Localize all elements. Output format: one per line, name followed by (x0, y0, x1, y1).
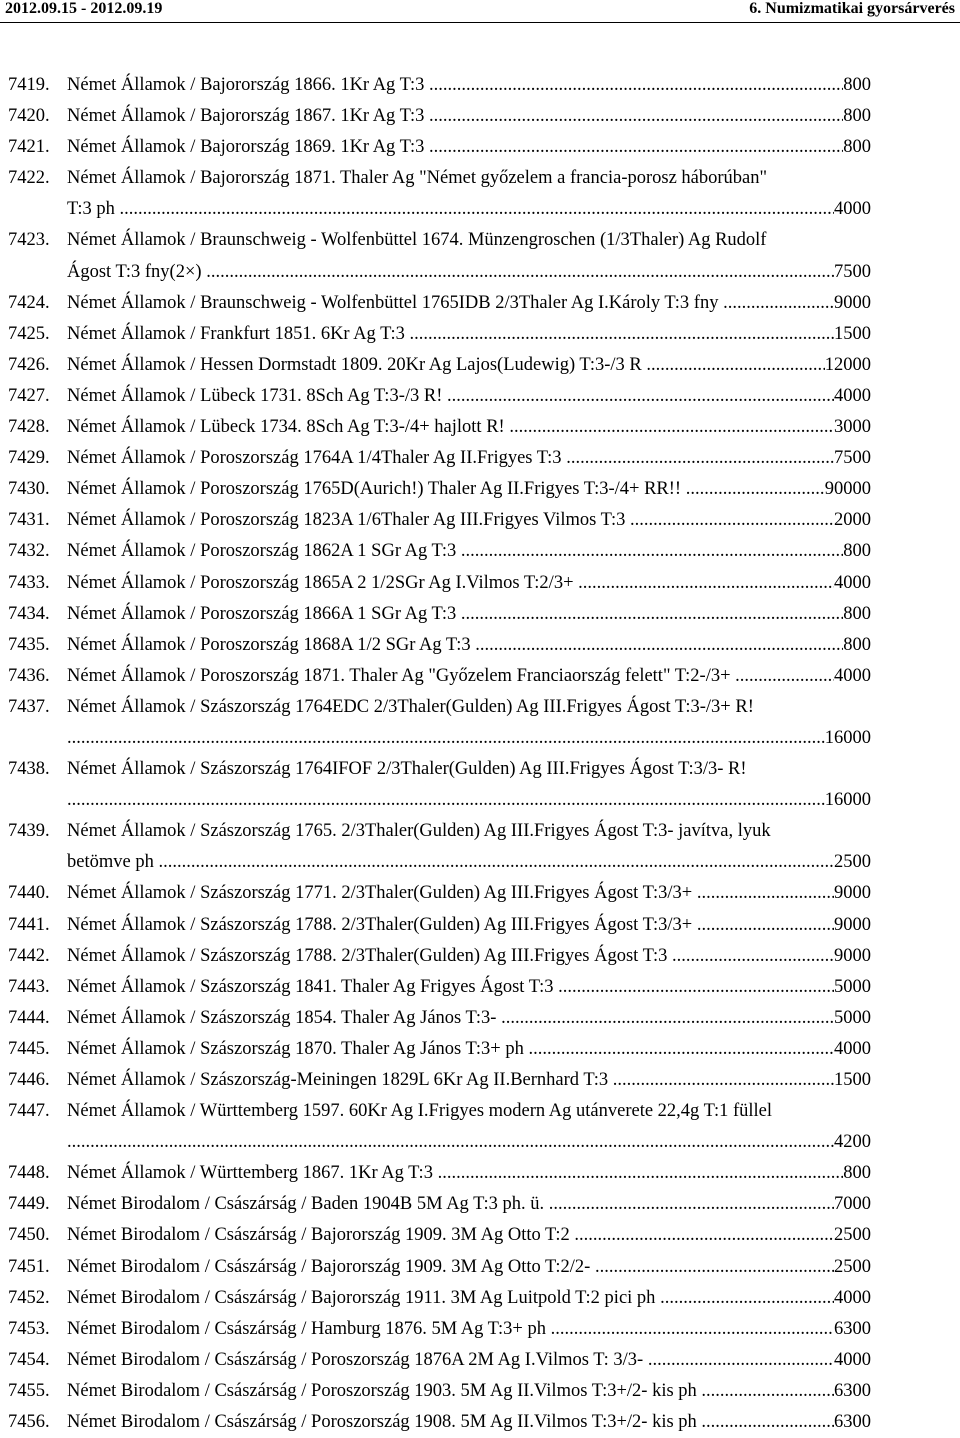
lot-item (0, 754, 960, 816)
lot-description: Német Birodalom / Császárság / Poroszország 1908. 5M Ag II.Vilmos T:3+/2- kis ph (67, 1412, 702, 1433)
lot-description: Német Államok / Poroszország 1865A 2 1/2SGr Ag I.Vilmos T:2/3+ (67, 572, 579, 593)
lot-starting-price: 7500 (834, 261, 871, 282)
lot-number: 7454. (8, 1349, 50, 1370)
lot-description: betömve ph (67, 852, 159, 873)
dot-leader (686, 474, 825, 505)
lot-number: 7437. (8, 696, 50, 717)
lot-item (0, 225, 960, 287)
lot-starting-price: 9000 (834, 945, 871, 966)
lot-item (0, 474, 960, 505)
dot-leader (438, 1158, 844, 1189)
lot-number: 7423. (8, 230, 50, 251)
lot-starting-price: 800 (843, 603, 871, 624)
lot-item (0, 1220, 960, 1251)
lot-item (0, 1034, 960, 1065)
lot-description: Német Államok / Bajorország 1867. 1Kr Ag T:3 (67, 106, 429, 127)
lot-starting-price: 2500 (834, 1256, 871, 1277)
lot-starting-price: 4000 (834, 385, 871, 406)
lot-number: 7446. (8, 1070, 50, 1090)
lot-description: Német Államok / Hessen Dormstadt 1809. 20Kr Ag Lajos(Ludewig) T:3-/3 R (67, 354, 647, 375)
lot-starting-price: 5000 (834, 976, 871, 997)
lot-starting-price: 800 (843, 541, 871, 562)
lot-starting-price: 9000 (834, 292, 871, 313)
lot-number: 7442. (8, 945, 50, 966)
lot-description: Német Államok / Poroszország 1862A 1 SGr Ag T:3 (67, 541, 461, 562)
lot-description-line: Német Államok / Szászország 1764IFOF 2/3Thaler(Gulden) Ag III.Frigyes Ágost T:3/3- R! (67, 759, 747, 780)
auction-title: 6. Numizmatikai gyorsárverés (749, 0, 955, 17)
dot-leader (697, 878, 834, 909)
lot-number: 7455. (8, 1380, 50, 1401)
dot-leader (429, 132, 843, 163)
lot-starting-price: 6300 (834, 1318, 871, 1339)
dot-leader (67, 723, 825, 754)
dot-leader (646, 350, 824, 381)
lot-item (0, 599, 960, 630)
lot-number: 7439. (8, 821, 50, 842)
dot-leader (701, 1407, 834, 1438)
lot-description: Német Birodalom / Császárság / Poroszország 1876A 2M Ag I.Vilmos T: 3/3- (67, 1349, 648, 1370)
lot-item (0, 1189, 960, 1220)
lot-description: Német Államok / Szászország-Meiningen 1829L 6Kr Ag II.Bernhard T:3 (67, 1070, 613, 1090)
page-header (0, 0, 960, 26)
lot-starting-price: 5000 (834, 1007, 871, 1028)
lot-starting-price: 1500 (834, 1070, 871, 1090)
lot-item (0, 1252, 960, 1283)
lot-number: 7441. (8, 914, 50, 935)
dot-leader (648, 1345, 834, 1376)
lot-description: Német Államok / Szászország 1771. 2/3Thaler(Gulden) Ag III.Frigyes Ágost T:3/3+ (67, 883, 697, 904)
lot-description: Ágost T:3 fny(2×) (67, 261, 207, 282)
dot-leader (501, 1003, 834, 1034)
dot-leader (558, 972, 834, 1003)
lot-item (0, 1283, 960, 1314)
lot-number: 7426. (8, 354, 50, 375)
lot-number: 7429. (8, 448, 50, 469)
lot-description: Német Birodalom / Császárság / Bajorország 1911. 3M Ag Luitpold T:2 pici ph (67, 1287, 661, 1308)
dot-leader (67, 785, 825, 816)
lot-description-line: Német Államok / Szászország 1764EDC 2/3Thaler(Gulden) Ag III.Frigyes Ágost T:3-/3+ R! (67, 696, 754, 717)
lot-item (0, 412, 960, 443)
lot-description: Német Birodalom / Császárság / Bajorország 1909. 3M Ag Otto T:2/2- (67, 1256, 595, 1277)
lot-starting-price: 9000 (834, 914, 871, 935)
lot-number: 7436. (8, 665, 50, 686)
lot-item (0, 163, 960, 225)
lot-starting-price: 800 (843, 75, 871, 95)
dot-leader (447, 381, 834, 412)
lot-number: 7431. (8, 510, 50, 531)
lot-item (0, 661, 960, 692)
lot-item (0, 1158, 960, 1189)
dot-leader (595, 1252, 834, 1283)
lot-number: 7452. (8, 1287, 50, 1308)
lot-starting-price: 1500 (834, 323, 871, 344)
dot-leader (509, 412, 834, 443)
lot-description: Német Birodalom / Császárság / Poroszország 1903. 5M Ag II.Vilmos T:3+/2- kis ph (67, 1380, 702, 1401)
lot-number: 7421. (8, 137, 50, 158)
dot-leader (723, 288, 834, 319)
lot-starting-price: 6300 (834, 1412, 871, 1433)
lot-starting-price: 2000 (834, 510, 871, 531)
lot-item (0, 1376, 960, 1407)
lot-description-line: Német Államok / Bajorország 1871. Thaler Ag "Német győzelem a francia-porosz háborúban" (67, 168, 768, 189)
lot-description: Német Államok / Poroszország 1823A 1/6Thaler Ag III.Frigyes Vilmos T:3 (67, 510, 631, 531)
lot-item (0, 505, 960, 536)
lot-item (0, 910, 960, 941)
lot-number: 7453. (8, 1318, 50, 1339)
lot-number: 7451. (8, 1256, 50, 1277)
lot-description: Német Birodalom / Császárság / Hamburg 1876. 5M Ag T:3+ ph (67, 1318, 551, 1339)
lot-number: 7434. (8, 603, 50, 624)
lot-number: 7430. (8, 479, 50, 500)
lot-number: 7438. (8, 759, 50, 780)
lot-starting-price: 800 (843, 106, 871, 127)
lot-item (0, 568, 960, 599)
lot-starting-price: 9000 (834, 883, 871, 904)
lot-description: Német Államok / Württemberg 1867. 1Kr Ag T:3 (67, 1163, 438, 1184)
lot-item (0, 443, 960, 474)
lot-starting-price: 800 (843, 137, 871, 158)
dot-leader (578, 568, 834, 599)
lot-item (0, 101, 960, 132)
dot-leader (630, 505, 834, 536)
dot-leader (475, 630, 843, 661)
lot-item (0, 350, 960, 381)
lot-starting-price: 4000 (834, 1349, 871, 1370)
lot-item (0, 381, 960, 412)
lot-number: 7433. (8, 572, 50, 593)
lot-starting-price: 90000 (824, 479, 871, 500)
lot-number: 7445. (8, 1038, 50, 1059)
lot-item (0, 816, 960, 878)
lot-description: Német Államok / Poroszország 1866A 1 SGr Ag T:3 (67, 603, 461, 624)
dot-leader (672, 941, 834, 972)
lot-description: Német Államok / Lübeck 1731. 8Sch Ag T:3-/3 R! (67, 385, 447, 406)
header-divider (0, 22, 960, 23)
lot-number: 7440. (8, 883, 50, 904)
lot-number: 7424. (8, 292, 50, 313)
dot-leader (429, 101, 843, 132)
dot-leader (410, 319, 835, 350)
lot-item (0, 288, 960, 319)
lot-item (0, 1345, 960, 1376)
dot-leader (660, 1283, 834, 1314)
lot-number: 7420. (8, 106, 50, 127)
lot-description: Német Államok / Poroszország 1765D(Aurich!) Thaler Ag II.Frigyes T:3-/4+ RR!! (67, 479, 686, 500)
lot-item (0, 878, 960, 909)
lot-description: Német Államok / Bajorország 1869. 1Kr Ag T:3 (67, 137, 429, 158)
lot-number: 7448. (8, 1163, 50, 1184)
lot-description: Német Államok / Poroszország 1868A 1/2 SGr Ag T:3 (67, 634, 476, 655)
lot-item (0, 132, 960, 163)
dot-leader (613, 1065, 834, 1096)
lot-item (0, 319, 960, 350)
lot-starting-price: 4000 (834, 199, 871, 220)
lot-item (0, 1407, 960, 1438)
lot-description: Német Államok / Frankfurt 1851. 6Kr Ag T:3 (67, 323, 410, 344)
lot-description-line: Német Államok / Szászország 1765. 2/3Thaler(Gulden) Ag III.Frigyes Ágost T:3- javítva, lyuk (67, 821, 771, 842)
dot-leader (429, 70, 843, 101)
dot-leader (566, 443, 834, 474)
dot-leader (158, 847, 834, 878)
lot-number: 7443. (8, 976, 50, 997)
auction-date-range: 2012.09.15 - 2012.09.19 (5, 0, 163, 17)
lot-starting-price: 4000 (834, 572, 871, 593)
lot-starting-price: 4200 (834, 1132, 871, 1153)
lot-description: Német Birodalom / Császárság / Baden 1904B 5M Ag T:3 ph. ü. (67, 1194, 549, 1215)
lot-item (0, 630, 960, 661)
lot-number: 7427. (8, 385, 50, 406)
lot-item (0, 1096, 960, 1158)
dot-leader (528, 1034, 834, 1065)
lot-starting-price: 800 (843, 634, 871, 655)
lot-item (0, 941, 960, 972)
lot-starting-price: 6300 (834, 1380, 871, 1401)
lot-item (0, 1065, 960, 1096)
lot-number: 7444. (8, 1007, 50, 1028)
lot-description: Német Államok / Lübeck 1734. 8Sch Ag T:3-/4+ hajlott R! (67, 417, 510, 438)
lot-item (0, 1314, 960, 1345)
lot-item (0, 972, 960, 1003)
lot-item (0, 70, 960, 101)
lot-description-line: Német Államok / Braunschweig - Wolfenbüttel 1674. Münzengroschen (1/3Thaler) Ag Rudolf (67, 230, 767, 251)
lot-description: Német Államok / Szászország 1788. 2/3Thaler(Gulden) Ag III.Frigyes Ágost T:3/3+ (67, 914, 697, 935)
lot-starting-price: 2500 (834, 1225, 871, 1246)
lot-number: 7456. (8, 1412, 50, 1433)
dot-leader (574, 1220, 834, 1251)
dot-leader (206, 257, 834, 288)
lot-number: 7422. (8, 168, 50, 189)
lot-description: Német Államok / Szászország 1870. Thaler Ag János T:3+ ph (67, 1038, 529, 1059)
lot-description: Német Birodalom / Császárság / Bajorország 1909. 3M Ag Otto T:2 (67, 1225, 575, 1246)
lot-starting-price: 16000 (824, 790, 871, 811)
lot-number: 7450. (8, 1225, 50, 1246)
lot-starting-price: 3000 (834, 417, 871, 438)
lot-description: Német Államok / Szászország 1854. Thaler Ag János T:3- (67, 1007, 502, 1028)
lot-starting-price: 16000 (824, 727, 871, 748)
lot-number: 7419. (8, 75, 50, 95)
dot-leader (461, 536, 843, 567)
lot-starting-price: 4000 (834, 1038, 871, 1059)
lot-starting-price: 2500 (834, 852, 871, 873)
lot-number: 7428. (8, 417, 50, 438)
lot-number: 7435. (8, 634, 50, 655)
dot-leader (551, 1314, 834, 1345)
lot-starting-price: 7500 (834, 448, 871, 469)
lot-description-line: Német Államok / Württemberg 1597. 60Kr Ag I.Frigyes modern Ag utánverete 22,4g T:1 füllel (67, 1101, 773, 1122)
dot-leader (549, 1189, 834, 1220)
dot-leader (701, 1376, 834, 1407)
lot-number: 7447. (8, 1101, 50, 1122)
lot-item (0, 536, 960, 567)
dot-leader (697, 910, 834, 941)
dot-leader (735, 661, 834, 692)
lot-starting-price: 12000 (824, 354, 871, 375)
lot-description: T:3 ph (67, 199, 120, 220)
lot-list (0, 70, 960, 1438)
dot-leader (120, 194, 834, 225)
lot-description: Német Államok / Bajorország 1866. 1Kr Ag T:3 (67, 75, 429, 95)
lot-number: 7425. (8, 323, 50, 344)
lot-description: Német Államok / Szászország 1841. Thaler Ag Frigyes Ágost T:3 (67, 976, 559, 997)
lot-starting-price: 4000 (834, 1287, 871, 1308)
lot-number: 7432. (8, 541, 50, 562)
lot-description: Német Államok / Poroszország 1764A 1/4Thaler Ag II.Frigyes T:3 (67, 448, 567, 469)
dot-leader (67, 1127, 834, 1158)
lot-number: 7449. (8, 1194, 50, 1215)
lot-starting-price: 800 (843, 1163, 871, 1184)
dot-leader (461, 599, 843, 630)
lot-item (0, 1003, 960, 1034)
lot-starting-price: 7000 (834, 1194, 871, 1215)
lot-starting-price: 4000 (834, 665, 871, 686)
lot-description: Német Államok / Poroszország 1871. Thaler Ag "Győzelem Franciaország felett" T:2-/3+ (67, 665, 736, 686)
lot-description: Német Államok / Braunschweig - Wolfenbüttel 1765IDB 2/3Thaler Ag I.Károly T:3 fny (67, 292, 724, 313)
lot-item (0, 692, 960, 754)
lot-description: Német Államok / Szászország 1788. 2/3Thaler(Gulden) Ag III.Frigyes Ágost T:3 (67, 945, 672, 966)
